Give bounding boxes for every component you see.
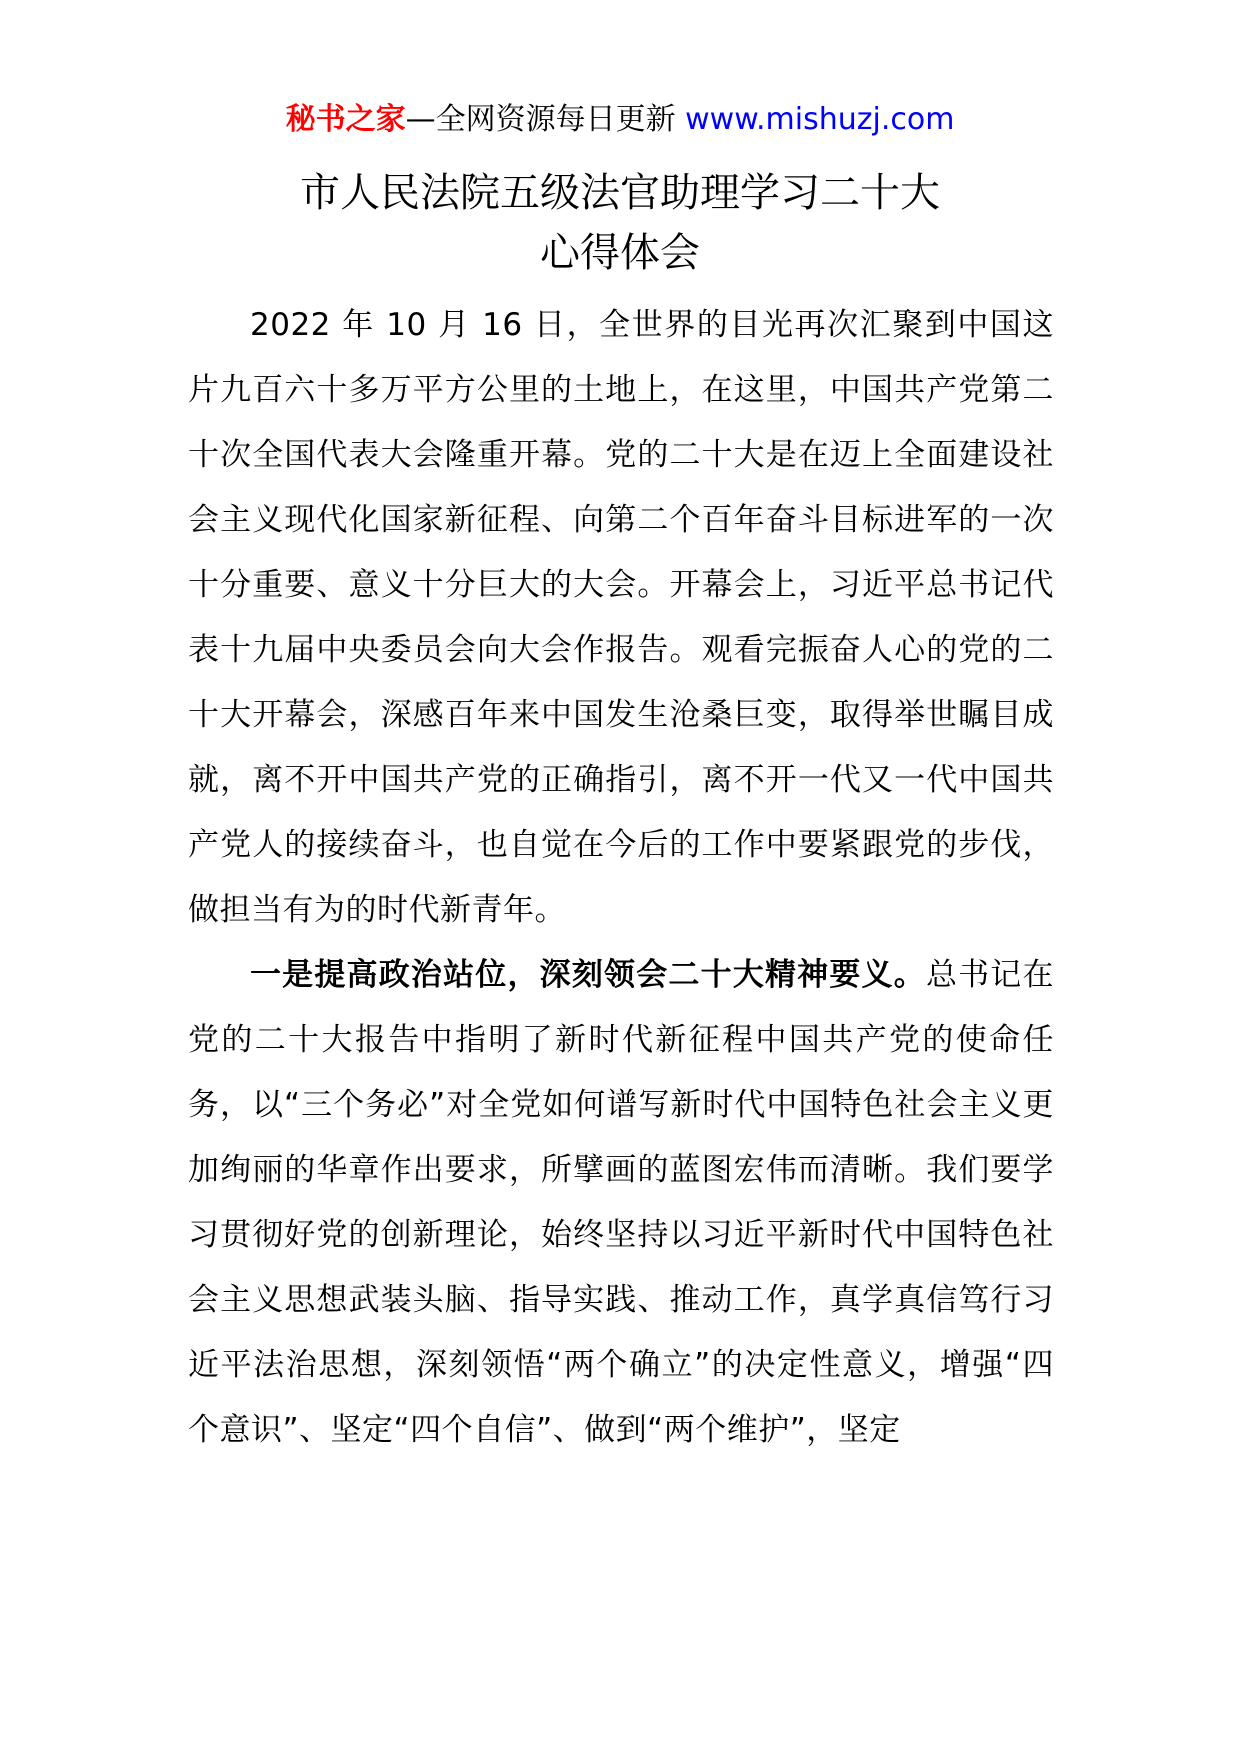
title-line-2: 心得体会 bbox=[540, 230, 700, 276]
site-url-link[interactable]: www.mishuzj.com bbox=[685, 102, 955, 137]
paragraph-2-text: 总书记在党的二十大报告中指明了新时代新征程中国共产党的使命任务，以“三个务必”对全党如何谱写新时代中国特色社会主义更加绚丽的华章作出要求，所擘画的蓝图宏伟而清晰。我们要学习贯彻好党的创新理论，始终坚持以习近平新时代中国特色社会主义思想武装头脑、指导实践、推动工作，真学真信笃行习近平法治思想，深刻领悟“两个确立”的决定性意义，增强“四个意识”、坚定“四个自信”、做到“两个维护”，坚定 bbox=[188, 957, 1054, 1448]
document-body bbox=[188, 293, 1054, 1463]
site-brand: 秘书之家 bbox=[285, 102, 406, 137]
title-line-1: 市人民法院五级法官助理学习二十大 bbox=[300, 170, 940, 216]
paragraph-2-lead: 一是提高政治站位，深刻领会二十大精神要义。 bbox=[250, 957, 926, 993]
site-tagline: —全网资源每日更新 bbox=[405, 102, 676, 137]
document-title bbox=[0, 163, 1240, 283]
site-header bbox=[0, 100, 1240, 140]
paragraph-1 bbox=[188, 293, 1054, 943]
paragraph-1-text: 2022 年 10 月 16 日，全世界的目光再次汇聚到中国这片九百六十多万平方公里的土地上，在这里，中国共产党第二十次全国代表大会隆重开幕。党的二十大是在迈上全面建设社会主义现代化国家新征程、向第二个百年奋斗目标进军的一次十分重要、意义十分巨大的大会。开幕会上，习近平总书记代表十九届中央委员会向大会作报告。观看完振奋人心的党的二十大开幕会，深感百年来中国发生沧桑巨变，取得举世瞩目成就，离不开中国共产党的正确指引，离不开一代又一代中国共产党人的接续奋斗，也自觉在今后的工作中要紧跟党的步伐，做担当有为的时代新青年。 bbox=[188, 307, 1054, 928]
paragraph-2 bbox=[188, 943, 1054, 1463]
